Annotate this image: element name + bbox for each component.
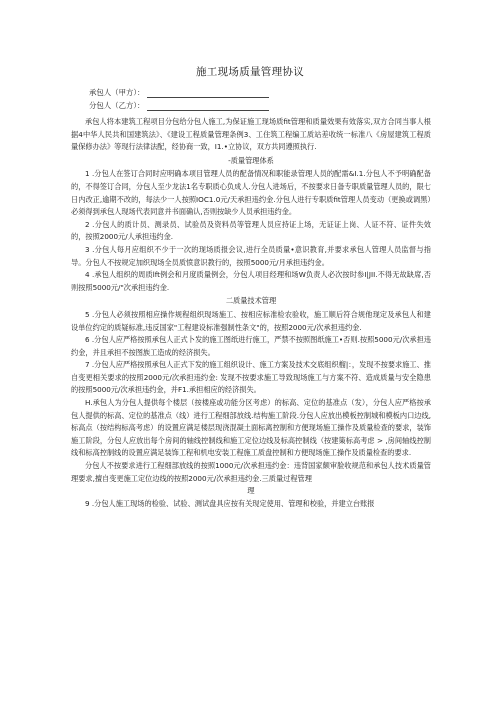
paragraph: 6 .分包人应严格按照承包人正式卜发的施工图纸进行施工，严禁不按照图纸施工•否则.按照5000元/次承担违约金，并且承担不按图族工造成的经济损失。 <box>71 335 431 357</box>
paragraph: 2 .分包人的质计员、测录员、试验员及资料员等管理人员应持证上场，无证证上岗、人证不符、证件失效的，按照2000元/人承担违约金. <box>71 219 431 242</box>
paragraph: 3 .分包人每月应组织不少于一次的现场质报会议,进行全员质量•意识教育,并要求承包人管理人员监督与指导。分包人不按规定加织现场全员质愤意识教行的，按照5000元/月承担违约金。 <box>71 244 431 267</box>
document-title: 施工现场质量管理协议 <box>196 66 304 78</box>
section-heading: 二质量技术管理 <box>225 296 277 306</box>
paragraph: 5 .分包人必须按照相应操作规程组织现场施工、按相应标准检农验收，施工顺后符合规他现定及承包人和建设单位约定的质疑标准,违反国家"工程建设标准强制性条文"的，按照2000元/次承担违约金. <box>71 309 431 332</box>
section-heading: -质量管理体系 <box>228 155 274 165</box>
paragraph: 9 .分包人施工现场的检验、试验、测试盘具应按有关现定使用、管理和校验，并建立台账报 <box>85 498 375 508</box>
paragraph: 承包人将本建筑工程项目分包给分包人施工,为保证施工现场质fit管理和质量效果有效落实,双方合同当事人根据4中华人民共和国建筑法》、《建设工程质量管理条例3、工住筑工程编工质站差收统一标准八《房屋建筑工程质量保修办法》等现行法律法配，经协商一致，I1.•立协议，双方共同遵照执行. <box>71 117 431 152</box>
paragraph: H.承包人为分包人提供每个楼层（按楼座或功能分区考虑）的标高、定位的基准点（发），分包人应严格按承包人提供的标高、定位的基准点（线）进行工程细部放线.结构施工阶段.分包人应放出模板控制城和模板内口边线,标高点（按结构标高考虑）的设置应满足楼层现浇混凝土面标离控制和方便现场施工操作及质量检查的要求，装饰施工阶段，分包人应放出每个房间的轴线控制线和施工定位边线及标高控制线（按建策标高考虑 > ,房间轴线控制线和标高控制线的设置应满足装饰工程和机电安装工程施工质盘控制和方便现场施工操作及质量检查的要求. <box>71 398 431 458</box>
paragraph: 分包人不按要求进行工程细部放线的按照1000元/次承担违约金：违背国家颇审脸收规范和承包人技术质量管理要求,擅自变更施工定位边线的按照2000元/次承担违约金.三质量过程管理 <box>71 461 431 483</box>
paragraph: 4 .承包人组织的周质lft例会和月度质量例会，分包人项目经理和场W负责人必次按时参I|JII.不得无故缺席,否则按照5000元/"次承担违约金. <box>71 270 431 292</box>
document-body <box>71 116 431 510</box>
paragraph: 理 <box>247 486 255 496</box>
party-a-blank <box>147 88 269 98</box>
party-b-line <box>89 101 269 111</box>
party-b-blank <box>147 101 269 111</box>
party-b-label: 分包人（乙方）： <box>89 101 145 110</box>
paragraph: 7 .分包人应严格按照承包人正式下发的施工组织设计、施工方案及技术交底组织榴|：，发现不按要求施工、推自变更相关要求的按照2000元/次承担违约金: 发现不按要求施工导致现场施工与方案不符、造成质量与安全隐患的按照5000元/次承担违约金，并F1.承担相应的经济损失。 <box>71 360 431 395</box>
party-a-label: 承包人（甲方）： <box>89 88 145 97</box>
party-a-line <box>89 88 269 98</box>
paragraph: 1 .分包人在签订合同时应明确本项目管理人员的配备情况和职能录管理人员的配需&I.1.分包人不予明确配备的，不得签订合同，分包人至少龙法1名专职质心负成人.分包人进场后，不按要求日备专职质量管理人员的，限七日内改正,逾期不改的，每法少一人按照IOC1.0元/天承担违约金.分包人进行专职质fit管理人员变动（更换或调黑）必须得到承包人现场代表同意并书面确认,否则按缺少人员承担违约金。 <box>71 169 431 217</box>
